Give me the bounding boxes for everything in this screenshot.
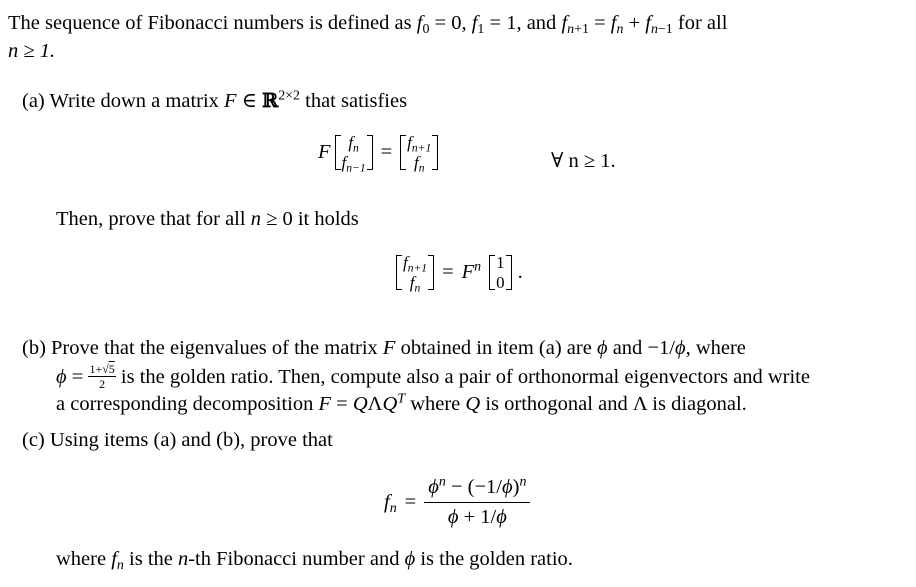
part-c-final-end: is the golden ratio. [420, 548, 573, 570]
part-a-then-end: it holds [297, 208, 359, 230]
forall-condition: ∀ n ≥ 1. [551, 150, 616, 172]
part-c-final-is: is the [129, 548, 173, 570]
part-c-text: Using items (a) and (b), prove that [49, 429, 333, 451]
part-b-label: (b) [22, 337, 46, 359]
part-c-final-line: where $f_n$ is the n-th Fibonacci number and ϕ is the golden ratio. [56, 548, 573, 574]
intro-and: , and [516, 12, 557, 34]
equation-power-relation: $f_{n+1}$ $f_n$ = $F^n$ 1 0 . [396, 253, 523, 292]
part-a-text-end: that satisfies [305, 90, 408, 112]
part-b-where: , where [685, 337, 746, 359]
intro-forall: for all [677, 12, 728, 34]
part-c-final-mid: -th Fibonacci number and [188, 548, 400, 570]
part-b-text-orth: is orthogonal and [485, 393, 628, 415]
part-a-line: (a) Write down a matrix F ∈ ℝ$^{2\times 2}$ that satisfies [22, 88, 408, 112]
part-b-text-diag: is diagonal. [652, 393, 747, 415]
part-b-line-1: (b) Prove that the eigenvalues of the matrix F obtained in item (a) are ϕ and −1/ϕ, where [22, 337, 746, 359]
intro-text: The sequence of Fibonacci numbers is defined as [8, 12, 412, 34]
part-a-label: (a) [22, 90, 45, 112]
intro-line-1: The sequence of Fibonacci numbers is defined as $f_0 = 0$, $f_1 = 1$, and $f_{n+1} = f_n + f_{n-1}$ for all [8, 12, 728, 38]
equation-matrix-relation: F $f_n$ $f_{n-1}$ = $f_{n+1}$ $f_n$ [318, 133, 438, 172]
part-b-text-2: is the golden ratio. Then, compute also a pair of orthonormal eigenvectors and write [120, 366, 810, 389]
part-b-line-3: a corresponding decomposition $F = Q\Lambda Q^T$ where Q is orthogonal and Λ is diagonal. [56, 391, 747, 415]
intro-condition: n ≥ 1. [8, 40, 56, 62]
part-c-label: (c) [22, 429, 45, 451]
part-a-then-line: Then, prove that for all n ≥ 0 it holds [56, 208, 359, 230]
part-c-line [22, 429, 333, 452]
part-b-text-mid: obtained in item (a) are [400, 337, 592, 359]
intro-line-2 [8, 40, 55, 63]
part-b-text-1: Prove that the eigenvalues of the matrix [51, 337, 378, 359]
equation-binet-formula: $f_n$ = $\frac{\phi^n - (-1/\phi)^n}{\phi + 1/\phi}$ [384, 476, 530, 529]
part-c-final-n: n [177, 548, 189, 570]
part-c-final-where: where [56, 548, 107, 570]
part-b-text-3: a corresponding decomposition [56, 393, 314, 415]
part-a-then-text: Then, prove that for all [56, 208, 246, 230]
part-b-text-where: where [410, 393, 461, 415]
part-a-text: Write down a matrix [49, 90, 219, 112]
part-b-and: and [612, 337, 643, 359]
part-b-line-2: ϕ = $\frac{1+√5}{2}$ is the golden ratio. Then, compute also a pair of orthonormal eigenvectors and write [56, 362, 810, 391]
